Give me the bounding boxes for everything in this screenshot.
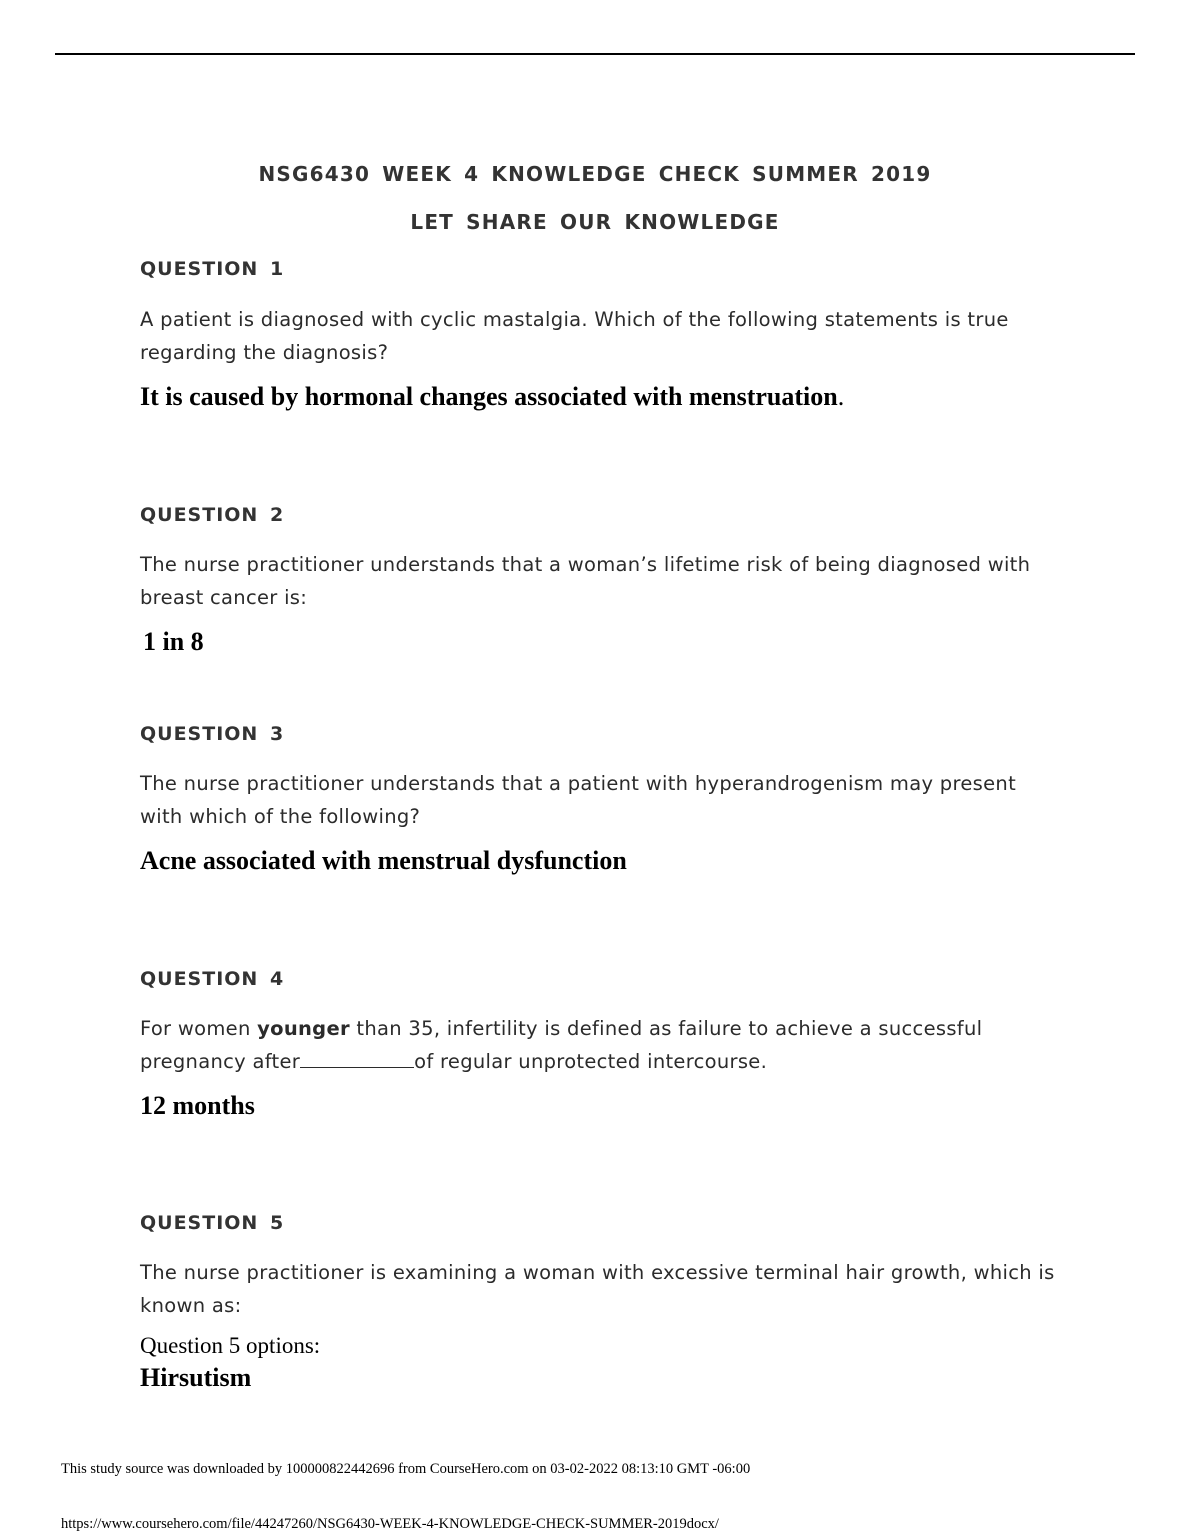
footer-url[interactable]: https://www.coursehero.com/file/44247260/NSG6430-WEEK-4-KNOWLEDGE-CHECK-SUMMER-2019docx/: [61, 1516, 719, 1532]
question-1-heading: QUESTION 1: [140, 258, 285, 280]
question-1-answer-period: .: [837, 382, 845, 411]
question-2-text: The nurse practitioner understands that a woman’s lifetime risk of being diagnosed with breast cancer is:: [140, 553, 1031, 609]
question-2-heading: QUESTION 2: [140, 504, 285, 526]
question-4-text-emphasis: younger: [257, 1017, 350, 1040]
question-4-answer: 12 months: [140, 1091, 255, 1120]
document-subtitle: LET SHARE OUR KNOWLEDGE: [410, 210, 780, 234]
question-4-heading: QUESTION 4: [140, 968, 285, 990]
question-5-text: The nurse practitioner is examining a woman with excessive terminal hair growth, which is known as:: [140, 1261, 1055, 1317]
fill-in-blank: [300, 1049, 414, 1068]
top-rule: [55, 53, 1135, 55]
question-2-answer: 1 in 8: [143, 627, 204, 656]
question-4-text: [140, 1012, 1060, 1078]
question-4-text-part2: than 35, infertility is defined as failure to achieve a successful pregnancy after: [140, 1017, 983, 1073]
question-1-text: A patient is diagnosed with cyclic mastalgia. Which of the following statements is true regarding the diagnosis?: [140, 308, 1009, 364]
question-3-answer: Acne associated with menstrual dysfunction: [140, 846, 627, 875]
question-5-options-label: Question 5 options:: [140, 1333, 321, 1358]
question-5-heading: QUESTION 5: [140, 1212, 285, 1234]
question-4-text-part3: of regular unprotected intercourse.: [414, 1050, 768, 1073]
question-3-heading: QUESTION 3: [140, 723, 285, 745]
footer-source-line: This study source was downloaded by 100000822442696 from CourseHero.com on 03-02-2022 08:13:10 GMT -06:00: [61, 1461, 751, 1477]
question-1-answer: [140, 382, 844, 412]
question-4-text-part1: For women: [140, 1017, 258, 1040]
question-1-answer-text: It is caused by hormonal changes associated with menstruation: [140, 382, 838, 411]
question-5-answer: Hirsutism: [140, 1363, 252, 1392]
question-3-text: The nurse practitioner understands that a patient with hyperandrogenism may present with which of the following?: [140, 772, 1017, 828]
document-title: NSG6430 WEEK 4 KNOWLEDGE CHECK SUMMER 2019: [258, 162, 932, 186]
